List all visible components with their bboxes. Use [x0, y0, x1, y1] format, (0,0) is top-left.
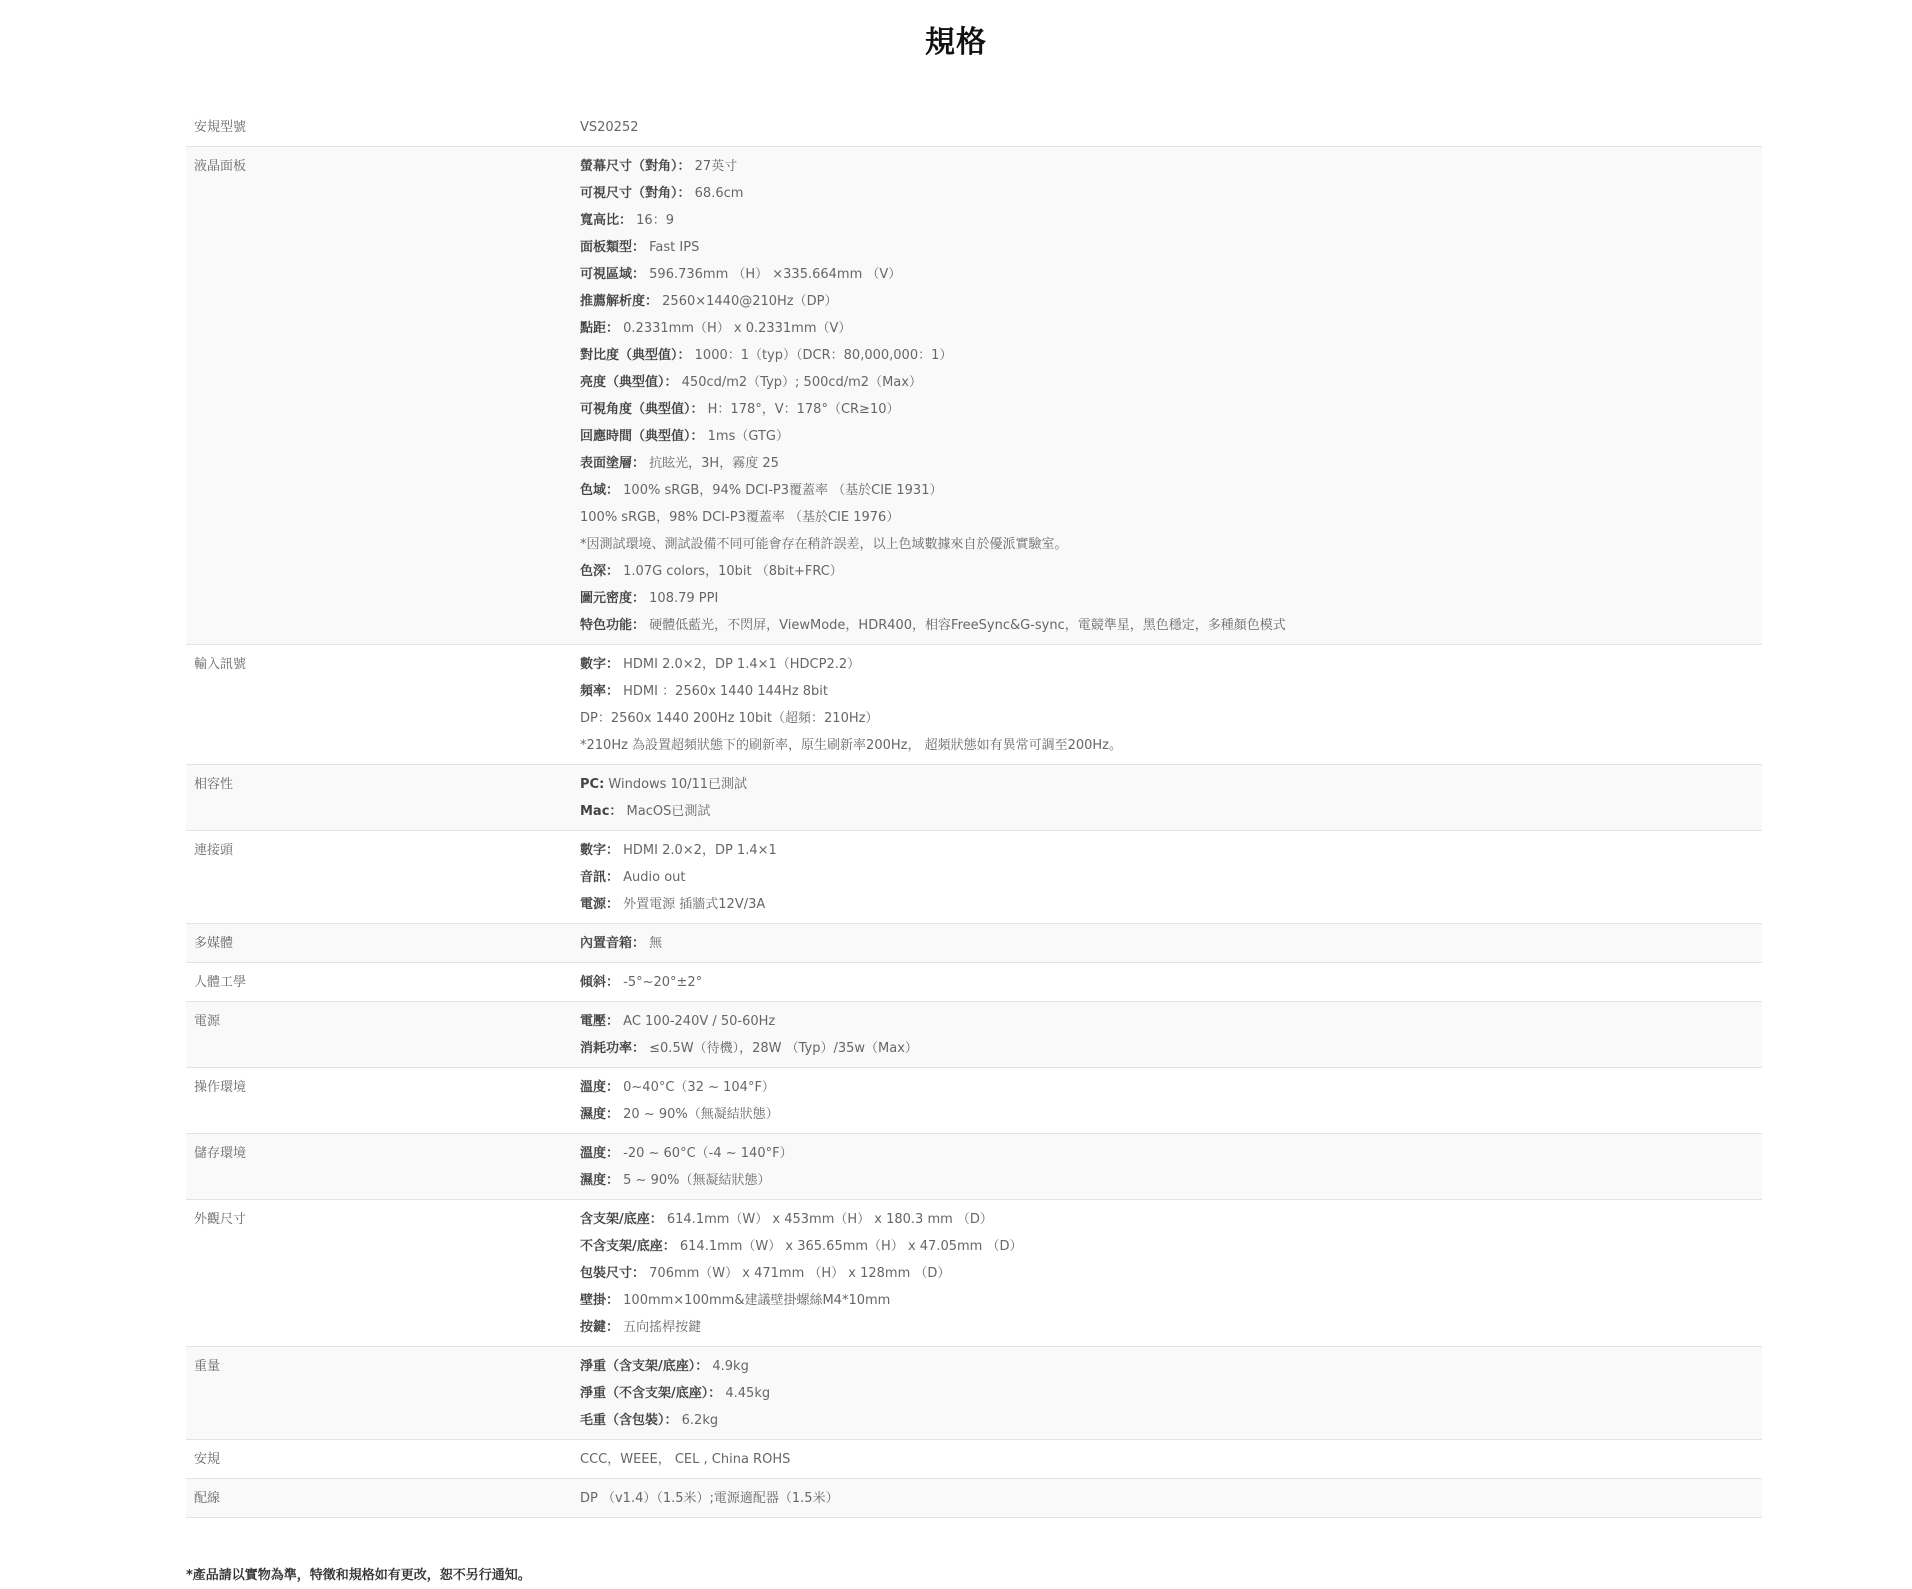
spec-key: 表面塗層： [580, 456, 646, 471]
spec-key: 按鍵： [580, 1320, 620, 1335]
spec-values [580, 930, 1762, 957]
spec-value: HDMI 2.0×2，DP 1.4×1（HDCP2.2） [619, 657, 861, 672]
spec-line [580, 612, 1762, 639]
spec-value: HDMI 2.0×2，DP 1.4×1 [619, 843, 777, 858]
spec-key: 亮度（典型值）： [580, 375, 678, 390]
spec-key: PC: [580, 777, 605, 792]
spec-key: 消耗功率： [580, 1041, 646, 1056]
spec-key: 不含支架/底座： [580, 1239, 676, 1254]
spec-line [580, 1167, 1762, 1194]
spec-label: 相容性 [194, 777, 234, 792]
spec-values [580, 1206, 1762, 1341]
spec-line [580, 1353, 1762, 1380]
spec-key: 壁掛： [580, 1293, 620, 1308]
spec-values [580, 1140, 1762, 1194]
spec-line [580, 1314, 1762, 1341]
spec-values [580, 1353, 1762, 1434]
spec-line [580, 1074, 1762, 1101]
spec-value: 抗眩光，3H，霧度 25 [645, 456, 779, 471]
spec-key: 淨重（含支架/底座）： [580, 1359, 709, 1374]
spec-line [580, 207, 1762, 234]
spec-line [580, 1407, 1762, 1434]
spec-value: DP （v1.4）（1.5米）;電源適配器（1.5米） [580, 1491, 839, 1506]
spec-label: 配線 [194, 1491, 221, 1506]
spec-label: 輸入訊號 [194, 657, 247, 672]
spec-row [186, 1200, 1762, 1347]
spec-label: 安規 [194, 1452, 221, 1467]
spec-key: 含支架/底座： [580, 1212, 663, 1227]
spec-line [580, 930, 1762, 957]
spec-line [580, 450, 1762, 477]
spec-value: 硬體低藍光，不閃屏，ViewMode，HDR400，相容FreeSync&G-sync，電競準星，黑色穩定，多種顏色模式 [645, 618, 1286, 633]
spec-key: 對比度（典型值）： [580, 348, 691, 363]
spec-key: 可視區域： [580, 267, 646, 282]
spec-row [186, 831, 1762, 924]
spec-line [580, 315, 1762, 342]
spec-key: 濕度： [580, 1173, 620, 1188]
spec-value: *210Hz 為設置超頻狀態下的刷新率，原生刷新率200Hz， 超頻狀態如有異常可調至200Hz。 [580, 738, 1123, 753]
spec-label: 電源 [194, 1014, 221, 1029]
spec-line [580, 342, 1762, 369]
spec-key: 螢幕尺寸（對角）： [580, 159, 691, 174]
spec-value: 6.2kg [677, 1413, 719, 1428]
spec-key: 可視尺寸（對角）： [580, 186, 691, 201]
spec-label: 多媒體 [194, 936, 234, 951]
spec-values [580, 1008, 1762, 1062]
spec-value: 614.1mm（W） x 453mm（H） x 180.3 mm （D） [662, 1212, 993, 1227]
spec-value: 16：9 [632, 213, 674, 228]
spec-value: Audio out [619, 870, 686, 885]
spec-key: 電壓： [580, 1014, 620, 1029]
spec-label: 重量 [194, 1359, 221, 1374]
spec-key: 推薦解析度： [580, 294, 659, 309]
spec-value: 五向搖桿按鍵 [619, 1320, 702, 1335]
spec-key: 包裝尺寸： [580, 1266, 646, 1281]
spec-key: 數字： [580, 843, 620, 858]
spec-value: ≤0.5W（待機），28W （Typ）/35w（Max） [645, 1041, 918, 1056]
spec-value: 706mm（W） x 471mm （H） x 128mm （D） [645, 1266, 951, 1281]
spec-line [580, 1233, 1762, 1260]
spec-value: HDMI ：2560x 1440 144Hz 8bit [619, 684, 829, 699]
spec-value: VS20252 [580, 120, 639, 135]
spec-row [186, 1002, 1762, 1068]
spec-row [186, 108, 1762, 147]
spec-key: 色域： [580, 483, 620, 498]
spec-key: 點距： [580, 321, 620, 336]
spec-key: 數字： [580, 657, 620, 672]
spec-key: 傾斜： [580, 975, 620, 990]
spec-line [580, 678, 1762, 705]
spec-values [580, 771, 1762, 825]
spec-key: 特色功能： [580, 618, 646, 633]
spec-values [580, 1446, 1762, 1473]
spec-value: *因測試環境、測試設備不同可能會存在稍許誤差，以上色域數據來自於優派實驗室。 [580, 537, 1068, 552]
spec-line [580, 732, 1762, 759]
spec-line [580, 1140, 1762, 1167]
spec-value: 27英寸 [690, 159, 738, 174]
spec-line [580, 1206, 1762, 1233]
spec-row [186, 1347, 1762, 1440]
spec-values [580, 969, 1762, 996]
spec-values [580, 1485, 1762, 1512]
spec-line [580, 771, 1762, 798]
spec-label: 連接頭 [194, 843, 234, 858]
spec-value: 無 [645, 936, 663, 951]
spec-row [186, 1440, 1762, 1479]
spec-line [580, 837, 1762, 864]
spec-row [186, 1134, 1762, 1200]
spec-key: 電源： [580, 897, 620, 912]
spec-key: 圖元密度： [580, 591, 646, 606]
spec-row [186, 765, 1762, 831]
spec-line [580, 477, 1762, 504]
spec-value: 1ms（GTG） [703, 429, 789, 444]
spec-label: 液晶面板 [194, 159, 247, 174]
spec-key: 音訊： [580, 870, 620, 885]
spec-line [580, 180, 1762, 207]
spec-line [580, 1287, 1762, 1314]
spec-value: CCC，WEEE， CEL , China ROHS [580, 1452, 791, 1467]
spec-line [580, 558, 1762, 585]
spec-line [580, 153, 1762, 180]
spec-key: 頻率： [580, 684, 620, 699]
spec-line [580, 1101, 1762, 1128]
spec-value: 0~40°C（32 ~ 104°F） [619, 1080, 775, 1095]
spec-values [580, 153, 1762, 639]
spec-value: 108.79 PPI [645, 591, 719, 606]
spec-key: 濕度： [580, 1107, 620, 1122]
spec-table [186, 108, 1762, 1518]
spec-row [186, 1479, 1762, 1518]
spec-key: Mac： [580, 804, 623, 819]
spec-value: Fast IPS [645, 240, 700, 255]
spec-label: 操作環境 [194, 1080, 247, 1095]
spec-label: 外觀尺寸 [194, 1212, 247, 1227]
spec-row [186, 963, 1762, 1002]
spec-line [580, 1485, 1762, 1512]
spec-line [580, 288, 1762, 315]
spec-values [580, 1074, 1762, 1128]
spec-key: 溫度： [580, 1146, 620, 1161]
spec-line [580, 651, 1762, 678]
disclaimer-footnote: *產品請以實物為準，特徵和規格如有更改，恕不另行通知。 [186, 1568, 531, 1583]
spec-key: 溫度： [580, 1080, 620, 1095]
spec-line [580, 1008, 1762, 1035]
spec-line [580, 1380, 1762, 1407]
page-title: 規格 [925, 25, 987, 60]
spec-value: -5°~20°±2° [619, 975, 703, 990]
spec-value: AC 100-240V / 50-60Hz [619, 1014, 776, 1029]
spec-label: 人體工學 [194, 975, 247, 990]
spec-line [580, 234, 1762, 261]
spec-key: 內置音箱： [580, 936, 646, 951]
spec-key: 面板類型： [580, 240, 646, 255]
spec-row [186, 924, 1762, 963]
spec-line [580, 798, 1762, 825]
spec-line [580, 1035, 1762, 1062]
spec-key: 可視角度（典型值）： [580, 402, 704, 417]
spec-value: MacOS已測試 [622, 804, 711, 819]
spec-value: 20 ~ 90%（無凝結狀態） [619, 1107, 779, 1122]
spec-line [580, 114, 1762, 141]
spec-value: 100% sRGB，98% DCI-P3覆蓋率 （基於CIE 1976） [580, 510, 900, 525]
spec-value: 2560×1440@210Hz（DP） [658, 294, 838, 309]
spec-line [580, 1260, 1762, 1287]
spec-value: 1000：1（typ）（DCR：80,000,000：1） [690, 348, 953, 363]
spec-value: 614.1mm（W） x 365.65mm（H） x 47.05mm （D） [675, 1239, 1023, 1254]
spec-row [186, 1068, 1762, 1134]
spec-value: -20 ~ 60°C（-4 ~ 140°F） [619, 1146, 793, 1161]
spec-value: 5 ~ 90%（無凝結狀態） [619, 1173, 771, 1188]
spec-row [186, 645, 1762, 765]
spec-value: DP：2560x 1440 200Hz 10bit（超頻：210Hz） [580, 711, 879, 726]
spec-values [580, 114, 1762, 141]
spec-value: 450cd/m2（Typ）; 500cd/m2（Max） [677, 375, 922, 390]
spec-line [580, 969, 1762, 996]
spec-values [580, 651, 1762, 759]
spec-line [580, 585, 1762, 612]
spec-line [580, 705, 1762, 732]
spec-value: 外置電源 插牆式12V/3A [619, 897, 766, 912]
spec-label: 儲存環境 [194, 1146, 247, 1161]
spec-value: 100mm×100mm&建議壁掛螺絲M4*10mm [619, 1293, 891, 1308]
spec-value: 4.9kg [708, 1359, 749, 1374]
spec-value: 68.6cm [690, 186, 744, 201]
spec-value: 100% sRGB，94% DCI-P3覆蓋率 （基於CIE 1931） [619, 483, 943, 498]
spec-line [580, 261, 1762, 288]
spec-key: 寬高比： [580, 213, 633, 228]
spec-key: 毛重（含包裝）： [580, 1413, 678, 1428]
spec-values [580, 837, 1762, 918]
spec-line [580, 423, 1762, 450]
spec-line [580, 504, 1762, 531]
spec-value: 0.2331mm（H） x 0.2331mm（V） [619, 321, 852, 336]
spec-line [580, 891, 1762, 918]
spec-line [580, 864, 1762, 891]
spec-key: 色深： [580, 564, 620, 579]
spec-row [186, 147, 1762, 645]
spec-line [580, 369, 1762, 396]
spec-line [580, 1446, 1762, 1473]
spec-line [580, 396, 1762, 423]
spec-value: 596.736mm （H） ×335.664mm （V） [645, 267, 902, 282]
spec-label: 安規型號 [194, 120, 247, 135]
spec-key: 淨重（不含支架/底座）： [580, 1386, 722, 1401]
spec-line [580, 531, 1762, 558]
spec-value: Windows 10/11已測試 [604, 777, 748, 792]
spec-value: 4.45kg [721, 1386, 771, 1401]
spec-key: 回應時間（典型值）： [580, 429, 704, 444]
spec-value: H：178°，V：178°（CR≥10） [703, 402, 900, 417]
spec-value: 1.07G colors，10bit （8bit+FRC） [619, 564, 843, 579]
